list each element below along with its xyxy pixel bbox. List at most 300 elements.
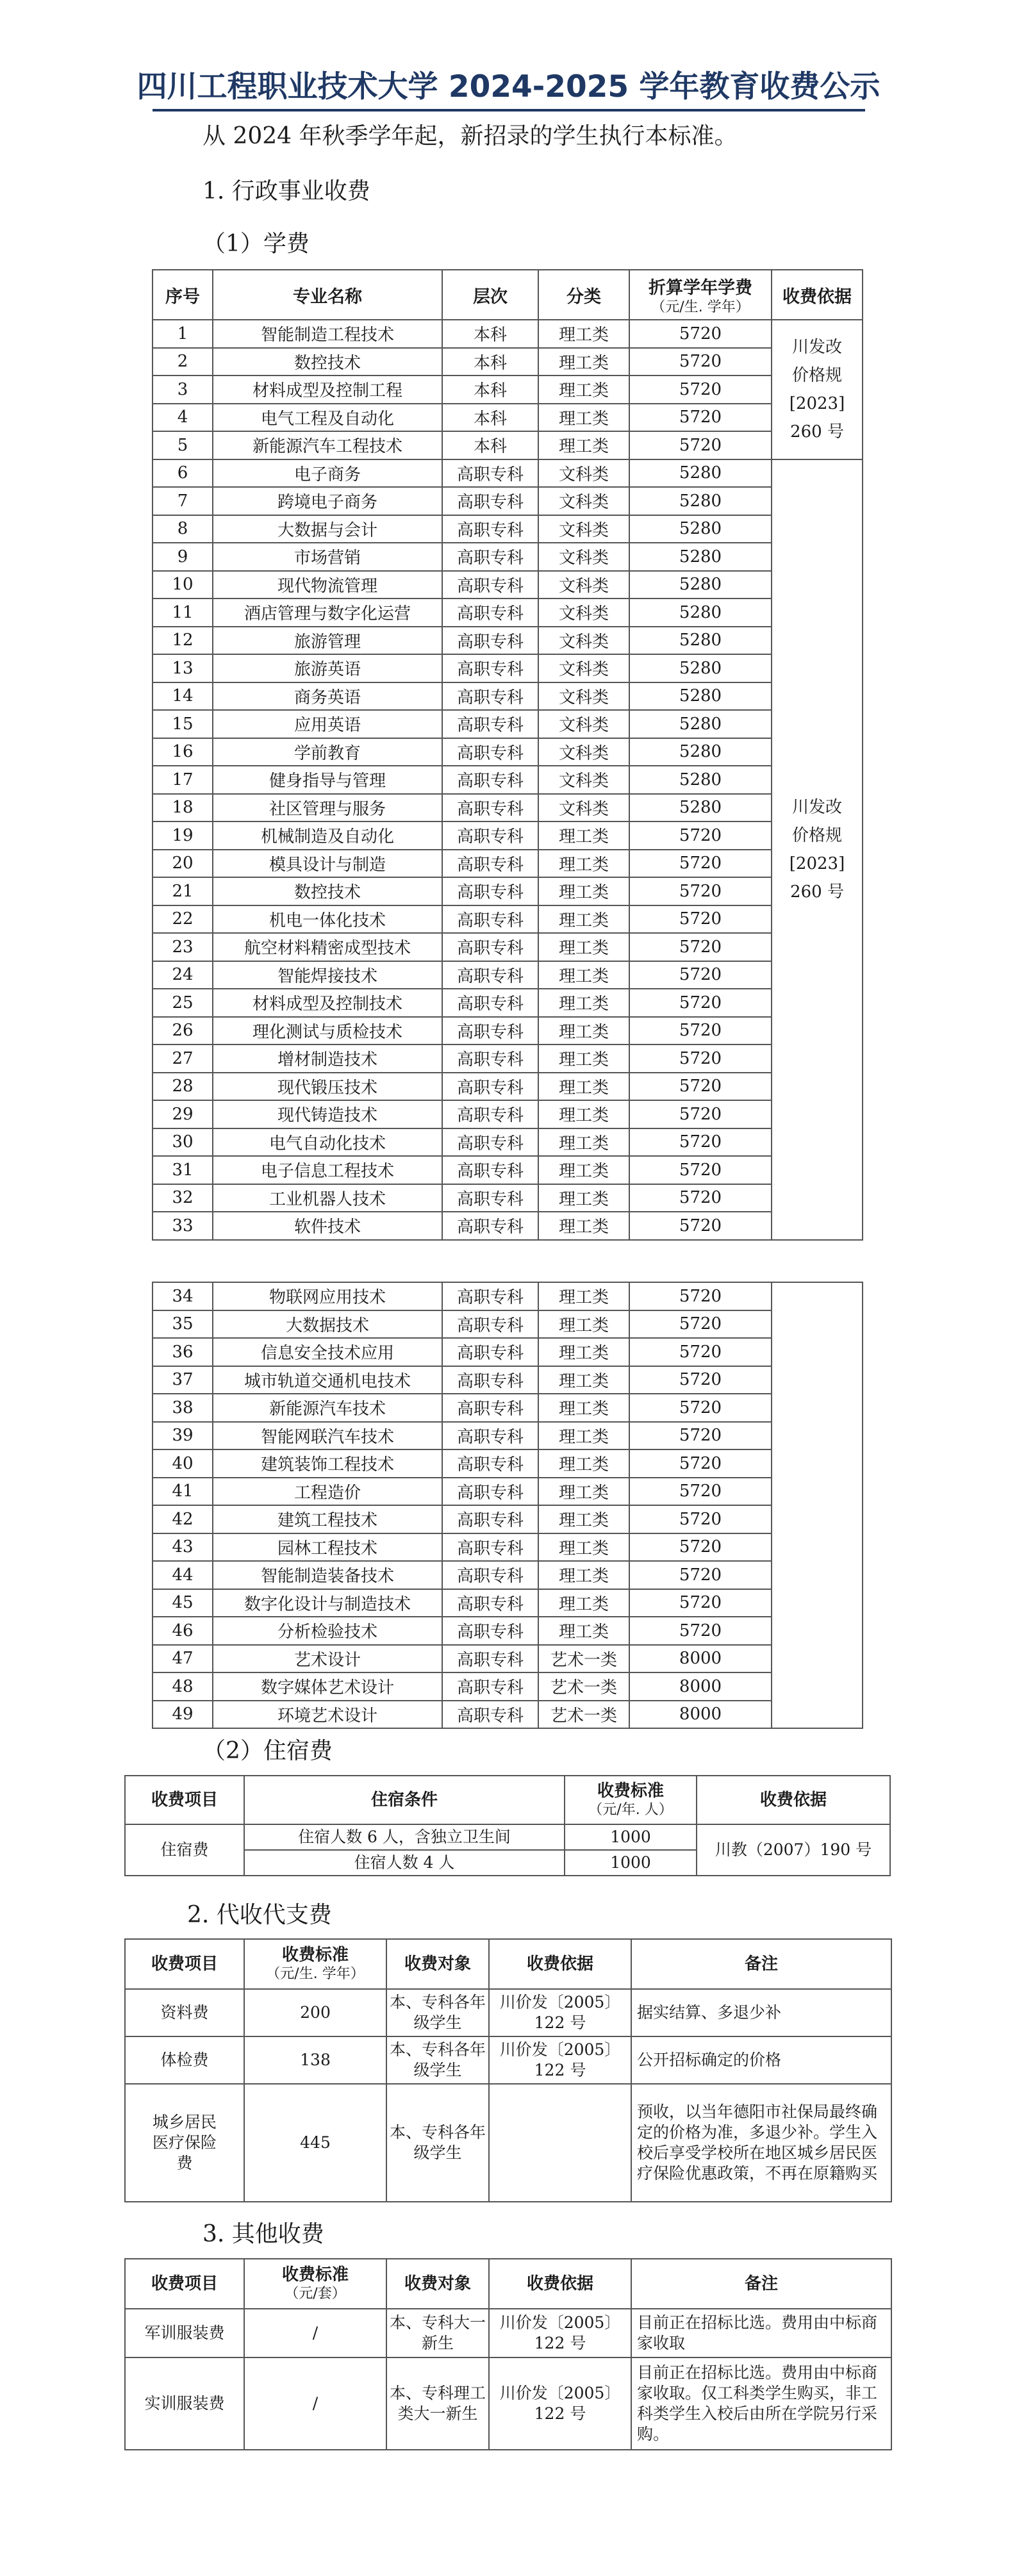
dorm-table [124, 1775, 891, 1876]
row-fee: 5720 [629, 1589, 772, 1617]
section3-heading: 3. 其他收费 [203, 2221, 324, 2247]
row-no: 26 [153, 1017, 213, 1045]
tuition-row [153, 989, 863, 1017]
row-major: 旅游管理 [213, 627, 442, 655]
dorm-header-item: 收费项目 [125, 1776, 244, 1824]
tuition-row [153, 376, 863, 404]
row-level: 高职专科 [442, 989, 538, 1017]
row-no: 15 [153, 710, 213, 738]
row-fee: 5720 [629, 1184, 772, 1212]
row-fee: 5720 [629, 1533, 772, 1562]
row-level: 高职专科 [442, 794, 538, 822]
row-level: 高职专科 [442, 487, 538, 515]
basis-line: 价格规 [791, 365, 842, 385]
row-level: 本科 [442, 404, 538, 432]
tuition-row [153, 627, 863, 655]
row-no: 30 [153, 1128, 213, 1157]
row-major: 智能制造装备技术 [213, 1561, 442, 1589]
row-no: 5 [153, 431, 213, 459]
row-category: 理工类 [538, 877, 629, 905]
fee-header-unit: （元/生. 学年） [651, 299, 750, 315]
row-no: 25 [153, 989, 213, 1017]
row-major: 旅游英语 [213, 654, 442, 682]
agency-std: 138 [244, 2036, 386, 2084]
row-category: 理工类 [538, 1282, 629, 1310]
row-level: 高职专科 [442, 822, 538, 850]
row-no: 14 [153, 682, 213, 711]
row-level: 高职专科 [442, 1617, 538, 1645]
row-level: 高职专科 [442, 1128, 538, 1157]
agency-header-basis: 收费依据 [489, 1939, 631, 1989]
row-major: 建筑装饰工程技术 [213, 1449, 442, 1478]
col-header-basis: 收费依据 [772, 270, 863, 320]
row-level: 高职专科 [442, 877, 538, 905]
row-no: 13 [153, 654, 213, 682]
row-level: 高职专科 [442, 1561, 538, 1589]
other-basis: 川价发〔2005〕122 号 [489, 2357, 631, 2450]
row-major: 增材制造技术 [213, 1044, 442, 1073]
tuition-row [153, 1156, 863, 1184]
dorm-header-cond: 住宿条件 [244, 1776, 565, 1824]
section2-heading: 2. 代收代支费 [187, 1902, 332, 1928]
dorm-heading: （2）住宿费 [203, 1738, 333, 1764]
row-fee: 5720 [629, 1338, 772, 1366]
row-no: 48 [153, 1672, 213, 1701]
row-no: 32 [153, 1184, 213, 1212]
row-no: 40 [153, 1449, 213, 1478]
agency-item: 体检费 [125, 2036, 244, 2084]
other-header-note: 备注 [631, 2259, 891, 2309]
other-header-basis: 收费依据 [489, 2259, 631, 2309]
tuition-row [153, 1561, 863, 1589]
row-level: 高职专科 [442, 766, 538, 794]
row-major: 大数据技术 [213, 1310, 442, 1339]
row-fee: 5280 [629, 710, 772, 738]
tuition-heading: （1）学费 [203, 231, 310, 257]
row-level: 高职专科 [442, 850, 538, 878]
row-fee: 5280 [629, 543, 772, 571]
section1-heading: 1. 行政事业收费 [203, 178, 370, 204]
row-category: 文科类 [538, 599, 629, 627]
row-level: 高职专科 [442, 1184, 538, 1212]
other-basis: 川价发〔2005〕122 号 [489, 2309, 631, 2357]
agency-note: 预收，以当年德阳市社保局最终确定的价格为准，多退少补。学生入校后享受学校所在地区城乡居民医疗保险优惠政策，不再在原籍购买 [631, 2084, 891, 2202]
row-major: 社区管理与服务 [213, 794, 442, 822]
row-fee: 8000 [629, 1701, 772, 1729]
other-item: 军训服装费 [125, 2309, 244, 2357]
row-no: 22 [153, 905, 213, 934]
row-major: 健身指导与管理 [213, 766, 442, 794]
agency-std-label: 收费标准 [281, 1945, 349, 1965]
row-category: 理工类 [538, 348, 629, 376]
row-level: 高职专科 [442, 459, 538, 488]
row-level: 高职专科 [442, 543, 538, 571]
row-no: 35 [153, 1310, 213, 1339]
row-no: 7 [153, 487, 213, 515]
row-no: 17 [153, 766, 213, 794]
basis-line: [2023] [789, 854, 845, 873]
tuition-row [153, 682, 863, 711]
row-category: 理工类 [538, 1617, 629, 1645]
row-fee: 5280 [629, 599, 772, 627]
row-fee: 5720 [629, 431, 772, 459]
other-std: / [244, 2309, 386, 2357]
row-major: 建筑工程技术 [213, 1505, 442, 1533]
row-level: 高职专科 [442, 1073, 538, 1101]
row-fee: 5720 [629, 1561, 772, 1589]
row-level: 高职专科 [442, 738, 538, 766]
row-level: 高职专科 [442, 1422, 538, 1450]
row-major: 现代锻压技术 [213, 1073, 442, 1101]
tuition-row [153, 404, 863, 432]
row-category: 艺术一类 [538, 1701, 629, 1729]
row-level: 高职专科 [442, 1533, 538, 1562]
agency-item: 城乡居民医疗保险费 [125, 2084, 244, 2202]
row-fee: 5720 [629, 348, 772, 376]
row-fee: 5280 [629, 571, 772, 599]
row-major: 工程造价 [213, 1478, 442, 1506]
tuition-row [153, 515, 863, 543]
tuition-row [153, 487, 863, 515]
row-level: 高职专科 [442, 1310, 538, 1339]
row-fee: 5720 [629, 1310, 772, 1339]
row-category: 文科类 [538, 682, 629, 711]
row-basis-empty [772, 1282, 863, 1728]
row-category: 理工类 [538, 1212, 629, 1240]
row-fee: 5720 [629, 1128, 772, 1157]
tuition-row [153, 738, 863, 766]
tuition-row [153, 1645, 863, 1673]
row-fee: 8000 [629, 1672, 772, 1701]
agency-std: 445 [244, 2084, 386, 2202]
row-no: 20 [153, 850, 213, 878]
tuition-row [153, 571, 863, 599]
row-no: 41 [153, 1478, 213, 1506]
row-fee: 5720 [629, 1044, 772, 1073]
row-fee: 5720 [629, 1282, 772, 1310]
row-major: 酒店管理与数字化运营 [213, 599, 442, 627]
row-fee: 5720 [629, 1156, 772, 1184]
agency-target: 本、专科各年级学生 [386, 2084, 489, 2202]
tuition-row [153, 1505, 863, 1533]
row-major: 数控技术 [213, 877, 442, 905]
tuition-row [153, 1478, 863, 1506]
tuition-row [153, 654, 863, 682]
row-major: 机械制造及自动化 [213, 822, 442, 850]
dorm-std-label: 收费标准 [597, 1781, 664, 1801]
col-header-no: 序号 [153, 270, 213, 320]
row-major: 艺术设计 [213, 1645, 442, 1673]
row-major: 模具设计与制造 [213, 850, 442, 878]
row-no: 2 [153, 348, 213, 376]
other-target: 本、专科大一新生 [386, 2309, 489, 2357]
row-fee: 5720 [629, 933, 772, 961]
row-no: 39 [153, 1422, 213, 1450]
row-fee: 8000 [629, 1645, 772, 1673]
row-category: 艺术一类 [538, 1672, 629, 1701]
row-fee: 5720 [629, 1449, 772, 1478]
row-level: 高职专科 [442, 571, 538, 599]
agency-target: 本、专科各年级学生 [386, 2036, 489, 2084]
row-fee: 5720 [629, 1505, 772, 1533]
tuition-table [152, 269, 863, 1241]
row-fee: 5720 [629, 1212, 772, 1240]
row-level: 高职专科 [442, 1505, 538, 1533]
agency-row [125, 2084, 891, 2202]
row-no: 28 [153, 1073, 213, 1101]
row-major: 电子商务 [213, 459, 442, 488]
row-major: 大数据与会计 [213, 515, 442, 543]
tuition-row [153, 1449, 863, 1478]
tuition-row [153, 1617, 863, 1645]
other-header-std [244, 2259, 386, 2309]
other-std-label: 收费标准 [281, 2265, 349, 2284]
agency-note: 公开招标确定的价格 [631, 2036, 891, 2084]
row-major: 商务英语 [213, 682, 442, 711]
row-no: 12 [153, 627, 213, 655]
row-fee: 5280 [629, 459, 772, 488]
tuition-table-continued [152, 1282, 863, 1729]
dorm-std-unit: （元/年. 人） [588, 1802, 673, 1818]
row-major: 园林工程技术 [213, 1533, 442, 1562]
agency-basis: 川价发〔2005〕122 号 [489, 1989, 631, 2036]
row-level: 高职专科 [442, 1449, 538, 1478]
row-major: 数字化设计与制造技术 [213, 1589, 442, 1617]
row-fee: 5280 [629, 794, 772, 822]
row-level: 高职专科 [442, 1478, 538, 1506]
agency-basis [489, 2084, 631, 2202]
row-level: 高职专科 [442, 1672, 538, 1701]
row-no: 8 [153, 515, 213, 543]
row-category: 理工类 [538, 1156, 629, 1184]
dorm-std: 1000 [565, 1850, 697, 1876]
dorm-row [125, 1824, 890, 1850]
row-major: 电气工程及自动化 [213, 404, 442, 432]
tuition-row [153, 543, 863, 571]
row-no: 1 [153, 320, 213, 348]
tuition-row [153, 1589, 863, 1617]
tuition-row [153, 1422, 863, 1450]
row-major: 工业机器人技术 [213, 1184, 442, 1212]
row-fee: 5720 [629, 1478, 772, 1506]
row-category: 理工类 [538, 1017, 629, 1045]
other-std-unit: （元/套） [285, 2286, 346, 2302]
row-no: 21 [153, 877, 213, 905]
row-level: 高职专科 [442, 1044, 538, 1073]
row-major: 智能制造工程技术 [213, 320, 442, 348]
row-category: 理工类 [538, 320, 629, 348]
row-no: 47 [153, 1645, 213, 1673]
row-level: 高职专科 [442, 1645, 538, 1673]
basis-line: 260 号 [790, 882, 844, 902]
agency-header-std [244, 1939, 386, 1989]
row-category: 文科类 [538, 515, 629, 543]
row-major: 市场营销 [213, 543, 442, 571]
dorm-header-std [565, 1776, 697, 1824]
col-header-major: 专业名称 [213, 270, 442, 320]
row-category: 理工类 [538, 1505, 629, 1533]
row-fee: 5720 [629, 989, 772, 1017]
tuition-row [153, 599, 863, 627]
agency-fee-table [124, 1938, 892, 2202]
tuition-row [153, 1044, 863, 1073]
row-fee: 5720 [629, 404, 772, 432]
row-level: 高职专科 [442, 599, 538, 627]
row-category: 文科类 [538, 459, 629, 488]
row-major: 材料成型及控制工程 [213, 376, 442, 404]
row-no: 36 [153, 1338, 213, 1366]
tuition-row [153, 1017, 863, 1045]
row-level: 高职专科 [442, 627, 538, 655]
row-major: 环境艺术设计 [213, 1701, 442, 1729]
tuition-row [153, 459, 863, 488]
tuition-row [153, 766, 863, 794]
row-level: 高职专科 [442, 654, 538, 682]
row-level: 高职专科 [442, 905, 538, 934]
row-major: 新能源汽车技术 [213, 1394, 442, 1422]
row-no: 43 [153, 1533, 213, 1562]
other-header-target: 收费对象 [386, 2259, 489, 2309]
dorm-header-row [125, 1776, 890, 1824]
other-note: 目前正在招标比选。费用由中标商家收取。仅工科类学生购买，非工科类学生入校后由所在学院另行采购。 [631, 2357, 891, 2450]
row-category: 理工类 [538, 1478, 629, 1506]
agency-item: 资料费 [125, 1989, 244, 2036]
row-level: 高职专科 [442, 961, 538, 989]
row-major: 应用英语 [213, 710, 442, 738]
row-major: 分析检验技术 [213, 1617, 442, 1645]
row-fee: 5720 [629, 1366, 772, 1394]
agency-header-target: 收费对象 [386, 1939, 489, 1989]
row-major: 机电一体化技术 [213, 905, 442, 934]
row-fee: 5280 [629, 515, 772, 543]
row-major: 软件技术 [213, 1212, 442, 1240]
tuition-row [153, 1366, 863, 1394]
row-category: 理工类 [538, 1422, 629, 1450]
row-category: 理工类 [538, 1338, 629, 1366]
dorm-std: 1000 [565, 1824, 697, 1850]
row-category: 理工类 [538, 1128, 629, 1157]
row-category: 理工类 [538, 1561, 629, 1589]
row-no: 49 [153, 1701, 213, 1729]
agency-note: 据实结算、多退少补 [631, 1989, 891, 2036]
row-major: 学前教育 [213, 738, 442, 766]
row-no: 38 [153, 1394, 213, 1422]
tuition-row [153, 1212, 863, 1240]
row-level: 高职专科 [442, 1338, 538, 1366]
agency-target: 本、专科各年级学生 [386, 1989, 489, 2036]
tuition-row [153, 1073, 863, 1101]
row-no: 42 [153, 1505, 213, 1533]
intro-text: 从 2024 年秋季学年起，新招录的学生执行本标准。 [203, 123, 738, 149]
row-fee: 5720 [629, 320, 772, 348]
other-header-row [125, 2259, 891, 2309]
row-fee: 5720 [629, 376, 772, 404]
row-level: 高职专科 [442, 1017, 538, 1045]
row-level: 高职专科 [442, 1212, 538, 1240]
row-category: 理工类 [538, 1044, 629, 1073]
row-fee: 5720 [629, 905, 772, 934]
col-header-category: 分类 [538, 270, 629, 320]
col-header-level: 层次 [442, 270, 538, 320]
row-fee: 5720 [629, 1100, 772, 1128]
row-major: 数控技术 [213, 348, 442, 376]
agency-header-item: 收费项目 [125, 1939, 244, 1989]
dorm-header-basis: 收费依据 [697, 1776, 890, 1824]
row-category: 理工类 [538, 1073, 629, 1101]
other-fee-table [124, 2258, 892, 2450]
row-major: 现代铸造技术 [213, 1100, 442, 1128]
tuition-row [153, 1310, 863, 1339]
row-fee: 5720 [629, 877, 772, 905]
row-fee: 5280 [629, 654, 772, 682]
row-no: 16 [153, 738, 213, 766]
agency-row [125, 1989, 891, 2036]
col-header-fee [629, 270, 772, 320]
row-fee: 5720 [629, 850, 772, 878]
row-level: 高职专科 [442, 1282, 538, 1310]
row-fee: 5720 [629, 1073, 772, 1101]
basis-line: 川发改 [791, 337, 842, 357]
dorm-basis: 川教（2007）190 号 [697, 1824, 890, 1876]
tuition-row [153, 1282, 863, 1310]
row-fee: 5720 [629, 1017, 772, 1045]
row-category: 文科类 [538, 627, 629, 655]
page-title: 四川工程职业技术大学 2024-2025 学年教育收费公示 [136, 69, 881, 104]
row-major: 材料成型及控制技术 [213, 989, 442, 1017]
dorm-cond: 住宿人数 4 人 [244, 1850, 565, 1876]
row-no: 27 [153, 1044, 213, 1073]
tuition-header-row [153, 270, 863, 320]
fee-header-label: 折算学年学费 [649, 277, 752, 298]
row-major: 物联网应用技术 [213, 1282, 442, 1310]
row-fee: 5720 [629, 1617, 772, 1645]
dorm-cond: 住宿人数 6 人，含独立卫生间 [244, 1824, 565, 1850]
row-category: 文科类 [538, 710, 629, 738]
other-target: 本、专科理工类大一新生 [386, 2357, 489, 2450]
tuition-row [153, 1184, 863, 1212]
tuition-row [153, 1394, 863, 1422]
row-category: 文科类 [538, 766, 629, 794]
tuition-row [153, 1128, 863, 1157]
basis-line: [2023] [789, 393, 845, 413]
row-category: 理工类 [538, 1533, 629, 1562]
tuition-row [153, 1338, 863, 1366]
row-major: 现代物流管理 [213, 571, 442, 599]
tuition-row [153, 905, 863, 934]
row-no: 18 [153, 794, 213, 822]
row-category: 文科类 [538, 543, 629, 571]
row-level: 本科 [442, 431, 538, 459]
row-level: 高职专科 [442, 710, 538, 738]
row-no: 11 [153, 599, 213, 627]
row-fee: 5280 [629, 738, 772, 766]
row-level: 高职专科 [442, 515, 538, 543]
row-no: 37 [153, 1366, 213, 1394]
row-fee: 5720 [629, 961, 772, 989]
row-no: 46 [153, 1617, 213, 1645]
basis-line: 260 号 [790, 422, 844, 442]
tuition-row [153, 320, 863, 348]
row-category: 理工类 [538, 1184, 629, 1212]
tuition-row [153, 1672, 863, 1701]
row-category: 文科类 [538, 487, 629, 515]
row-fee: 5280 [629, 682, 772, 711]
row-level: 高职专科 [442, 1394, 538, 1422]
row-fee: 5720 [629, 822, 772, 850]
other-row [125, 2357, 891, 2450]
tuition-row [153, 822, 863, 850]
other-header-item: 收费项目 [125, 2259, 244, 2309]
